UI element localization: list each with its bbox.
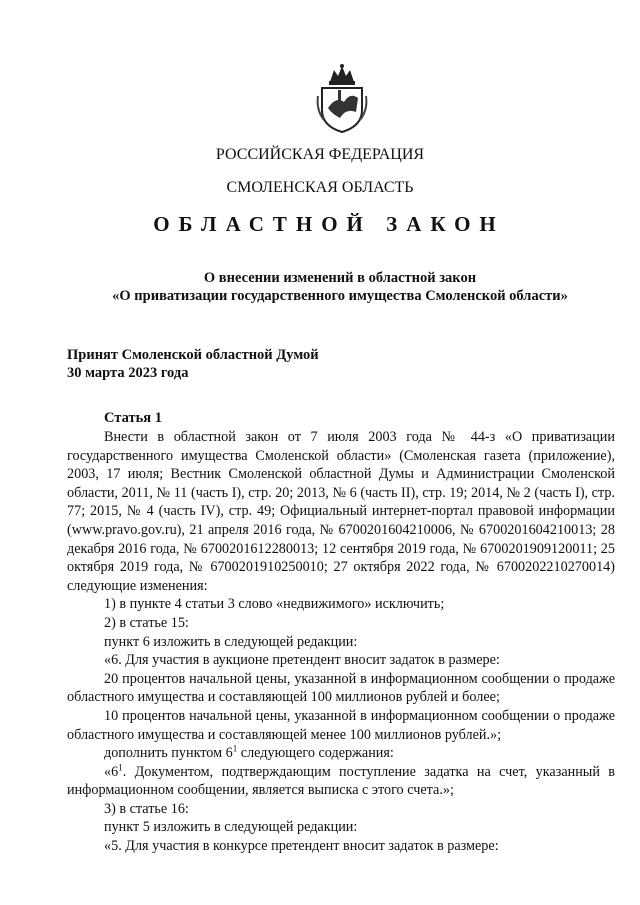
item-2-clause-c: 20 процентов начальной цены, указанной в информационном сообщении о продаже областного имущества и составляющей 100 миллионов рублей и более; [67, 670, 615, 706]
item-2-clause-f: «$6^1$. Документом, подтверждающим поступление задатка на счет, указанный в информационном сообщении, является выписка с этого счета.»; [67, 761, 615, 799]
document-type-title: ОБЛАСТНОЙ ЗАКОН [153, 212, 505, 236]
item-2-clause-e: дополнить пунктом $6^1$ следующего содержания: [104, 743, 394, 762]
adoption-date: 30 марта 2023 года [67, 365, 189, 381]
item-3-clause-a: пункт 5 изложить в следующей редакции: [104, 819, 358, 836]
adoption-line-1: Принят Смоленской областной Думой [67, 347, 319, 363]
item-1: 1) в пункте 4 статьи 3 слово «недвижимого» исключить; [104, 596, 445, 613]
subject-line-1: О внесении изменений в областной закон [203, 270, 477, 286]
item-3: 3) в статье 16: [104, 800, 189, 817]
item-2: 2) в статье 15: [104, 614, 189, 631]
smolensk-coat-of-arms-icon [316, 62, 368, 134]
region-heading: СМОЛЕНСКАЯ ОБЛАСТЬ [226, 179, 414, 196]
item-3-clause-b: «5. Для участия в конкурсе претендент вносит задаток в размере: [104, 838, 499, 855]
item-2-clause-b: «6. Для участия в аукционе претендент вносит задаток в размере: [104, 652, 500, 669]
article-heading: Статья 1 [104, 410, 162, 426]
federation-heading: РОССИЙСКАЯ ФЕДЕРАЦИЯ [215, 146, 425, 163]
subject-line-2: «О приватизации государственного имущества Смоленской области» [112, 288, 568, 304]
item-2-clause-d: 10 процентов начальной цены, указанной в информационном сообщении о продаже областного имущества и составляющей менее 100 миллионов рублей.»; [67, 707, 615, 743]
intro-paragraph: Внести в областной закон от 7 июля 2003 года № 44-з «О приватизации государственного имущества Смоленской области» (Смоленская газета (приложение), 2003, 17 июля; Вестник Смоленской областной Думы и Администрации Смоленской области, 2011, № 11 (часть I), стр. 20; 2013, № 6 (часть II), стр. 19; 2014, № 2 (часть I), стр. 77; 2015, № 4 (часть IV), стр. 49; Официальный интернет-портал правовой информации (www.pravo.gov.ru), 21 апреля 2016 года, № 6700201604210006, № 6700201604210013; 28 декабря 2016 года, № 6700201612280013; 12 сентября 2019 года, № 6700201909120011; 25 октября 2019 года, № 6700201910250010; 27 октября 2022 года, № 6700202210270014) следующие изменения: [67, 429, 615, 594]
item-2-clause-a: пункт 6 изложить в следующей редакции: [104, 633, 358, 650]
article-body [67, 428, 615, 856]
